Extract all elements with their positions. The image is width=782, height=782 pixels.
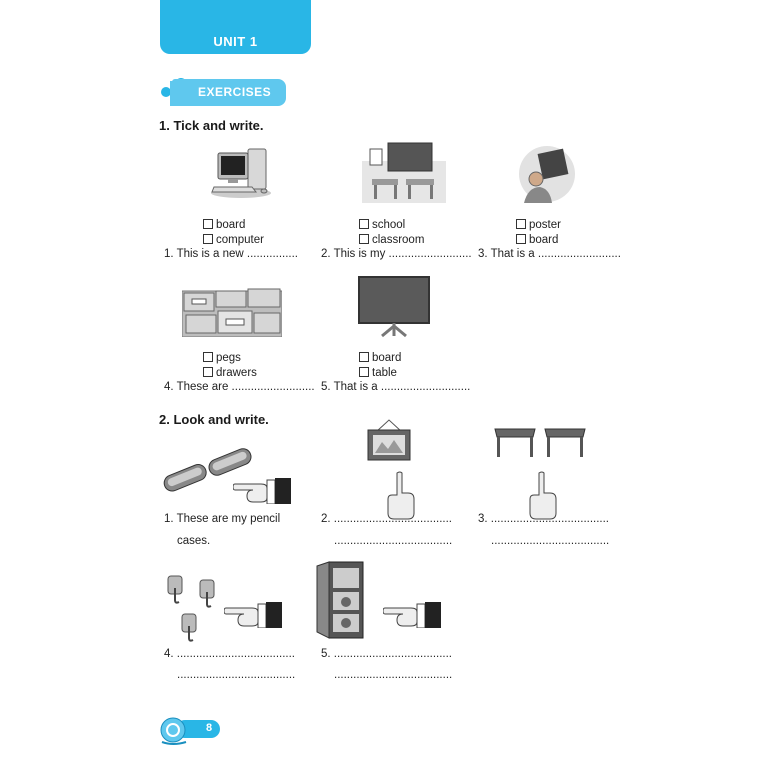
page-number: 8 (206, 722, 213, 734)
exercises-label: EXERCISES (198, 85, 272, 99)
picture-frame-icon (364, 418, 414, 462)
pointing-hand-icon (383, 600, 441, 628)
checkbox[interactable] (516, 234, 526, 244)
unit-label: UNIT 1 (213, 33, 258, 49)
classroom-icon (362, 141, 446, 203)
s2-item2-line1[interactable]: 2. ..................................... (321, 513, 453, 525)
s2-item2-line2[interactable]: ..................................... (334, 535, 453, 547)
checkbox[interactable] (203, 219, 213, 229)
drawers-icon (182, 285, 282, 337)
checkbox[interactable] (359, 234, 369, 244)
section1-title: 1. Tick and write. (159, 118, 264, 133)
pegs-icon (164, 574, 224, 642)
checkbox[interactable] (203, 234, 213, 244)
pointing-hand-icon (233, 476, 291, 504)
item5-sentence[interactable]: 5. That is a ............................ (321, 381, 471, 393)
checkbox[interactable] (203, 352, 213, 362)
item3-option-a[interactable]: poster (516, 219, 561, 231)
cupboard-icon (315, 560, 365, 642)
item1-sentence[interactable]: 1. This is a new ................ (164, 248, 299, 260)
item1-option-b[interactable]: computer (203, 234, 264, 246)
s2-item5-line2[interactable]: ..................................... (334, 669, 453, 681)
checkbox[interactable] (359, 352, 369, 362)
poster-icon (518, 143, 576, 205)
checkbox[interactable] (359, 367, 369, 377)
s2-item1-line2: cases. (177, 535, 211, 547)
section2-title: 2. Look and write. (159, 412, 269, 427)
item3-sentence[interactable]: 3. That is a .......................... (478, 248, 621, 260)
s2-item3-line2[interactable]: ..................................... (491, 535, 610, 547)
board-icon (358, 276, 430, 338)
s2-item4-line2[interactable]: ..................................... (177, 669, 296, 681)
checkbox[interactable] (359, 219, 369, 229)
checkbox[interactable] (516, 219, 526, 229)
checkbox[interactable] (203, 367, 213, 377)
computer-icon (210, 143, 272, 199)
item5-option-b[interactable]: table (359, 367, 397, 379)
unit-tab (160, 0, 311, 54)
item5-option-a[interactable]: board (359, 352, 401, 364)
item4-sentence[interactable]: 4. These are .......................... (164, 381, 315, 393)
s2-item4-line1[interactable]: 4. ..................................... (164, 648, 296, 660)
page-badge (158, 716, 220, 746)
item3-option-b[interactable]: board (516, 234, 558, 246)
pointing-hand-icon (224, 600, 282, 628)
tables-icon (493, 421, 587, 459)
item4-option-a[interactable]: pegs (203, 352, 241, 364)
item4-option-b[interactable]: drawers (203, 367, 257, 379)
item2-option-b[interactable]: classroom (359, 234, 424, 246)
s2-item1-line1: 1. These are my pencil (164, 513, 281, 525)
item2-option-a[interactable]: school (359, 219, 405, 231)
s2-item3-line1[interactable]: 3. ..................................... (478, 513, 610, 525)
item2-sentence[interactable]: 2. This is my .......................... (321, 248, 472, 260)
snail-icon (158, 716, 188, 746)
exercises-banner (158, 77, 286, 106)
item1-option-a[interactable]: board (203, 219, 245, 231)
s2-item5-line1[interactable]: 5. ..................................... (321, 648, 453, 660)
